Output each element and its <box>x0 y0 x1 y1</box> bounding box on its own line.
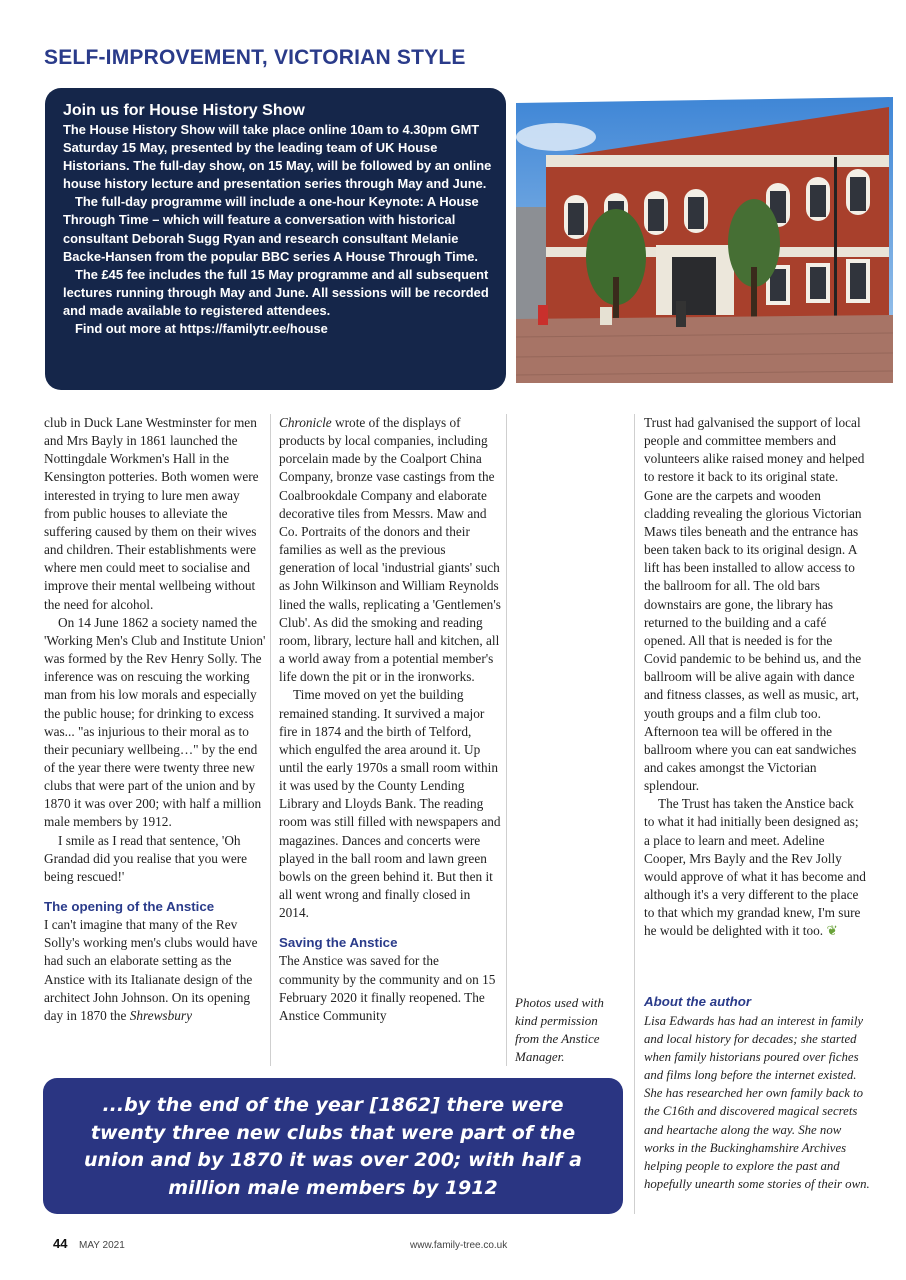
body-text: wrote of the displays of products by local companies, including porcelain made by the Coalport China Company, bronze vase castings from the Coalbrookdale Company and elaborate decorative tiles from Messrs. Maw and Co. Portraits of the donors and their families as well as the previous generation of local 'industrial giants' such as John Wilkinson and William Reynolds lined the walls, replicating a 'Gentlemen's Club'. As did the smoking and reading room, library, lecture hall and kitchen, all a world away from a potential member's life down the pit or in the ironworks. <box>279 415 501 685</box>
body-text: The Trust has taken the Anstice back to what it had initially been designed as; a place to learn and meet. Adeline Cooper, Mrs Bayly and the Rev Jolly would approve of what it has become and although it's a very different to the place to that which my grandad knew, I'm sure he would be delighted with it too. <box>644 796 866 939</box>
section-heading-opening: The opening of the Anstice <box>44 899 215 915</box>
article-column-1 <box>44 414 266 1025</box>
section-heading-saving: Saving the Anstice <box>279 935 398 951</box>
pull-quote: ...by the end of the year [1862] there were twenty three new clubs that were part of the union and by 1870 it was over 200; with half a million male members by 1912 <box>43 1078 623 1214</box>
body-paragraph: club in Duck Lane Westminster for men and Mrs Bayly in 1861 launched the Nottingdale Workmen's Hall in the Kensington potteries. Both women were interested in trying to lure men away from public houses to alleviate the suffering caused by them on their wives and children. Their establishments were where men could meet to socialise and improve their mental wellbeing without the need for alcohol. <box>44 415 259 612</box>
page-number: 44 <box>53 1236 68 1251</box>
body-paragraph: Trust had galvanised the support of local people and committee members and volunteers alike raised money and helped to restore it back to its original state. Gone are the carpets and wooden cladding revealing the glorious Victorian Maws tiles beneath and the entrance has been taken back to its original design. A lift has been installed to allow access to the ballroom for all. The old bars downstairs are gone, the library has returned to the building and a café opened. All that is needed is for the Covid pandemic to be behind us, and the ballroom will be alive again with dance and fitness classes, as well as music, art, youth groups and a film club too. Afternoon tea will be offered in the ballroom where you can eat sandwiches and cakes amongst the Victorian splendour. <box>644 415 865 794</box>
body-paragraph: The Anstice was saved for the community by the community and on 15 February 2020 it finally reopened. The Anstice Community <box>279 953 496 1023</box>
body-paragraph <box>279 414 501 686</box>
house-history-show-box <box>45 88 506 390</box>
article-column-3 <box>644 414 866 941</box>
publication-name: Shrewsbury <box>129 1007 192 1023</box>
publication-name: Chronicle <box>279 415 332 430</box>
promo-paragraph: The full-day programme will include a one-hour Keynote: A House Through Time – which will feature a conversation with historical consultant Deborah Sugg Ryan and research consultant Melanie Backe-Hansen from the popular BBC series A House Through Time. <box>63 194 479 264</box>
anstice-building-photo <box>516 97 893 383</box>
author-bio: Lisa Edwards has had an interest in family and local history for decades; she started when family historians poured over fiches and films long before the internet existed. She has researched her own family back to the C16th and discovered magical secrets and heartache along the way. She now works in the Buckinghamshire Archives helping people to explore the past and hopefully unearth some stories of their own. <box>644 1014 870 1191</box>
body-paragraph: Time moved on yet the building remained standing. It survived a major fire in 1874 and the birth of Telford, which engulfed the area around it. Up until the early 1970s a small room within it was used by the County Lending Library and Lloyds Bank. The reading room was still filled with newspapers and magazines. Dances and concerts were played in the ball room and lawn green bowls on the green behind it. But then it all went wrong and finally closed in 2014. <box>279 687 501 921</box>
photo-caption: Photos used with kind permission from the Anstice Manager. <box>515 995 604 1064</box>
column-divider <box>270 414 271 1066</box>
promo-paragraph: The £45 fee includes the full 15 May programme and all subsequent lectures running through May and June. All sessions will be recorded and made available to registered attendees. <box>63 266 489 318</box>
article-column-2 <box>279 414 501 1025</box>
body-paragraph <box>644 795 866 940</box>
page-title: SELF-IMPROVEMENT, VICTORIAN STYLE <box>44 46 466 69</box>
promo-heading: Join us for House History Show <box>63 102 305 119</box>
body-text: I can't imagine that many of the Rev Solly's working men's clubs would have had such an elaborate setting as the Anstice with its Italianate design of the architect John Johnson. On its opening day in 1870 the <box>44 917 258 1023</box>
leaf-end-icon: ❦ <box>826 923 838 939</box>
footer-url[interactable]: www.family-tree.co.uk <box>410 1240 508 1251</box>
author-heading: About the author <box>644 994 752 1009</box>
body-paragraph <box>44 916 266 1025</box>
body-paragraph: On 14 June 1862 a society named the 'Working Men's Club and Institute Union' was formed by the Rev Henry Solly. The inference was on rescuing the working man from his low morals and especially the public house; for drinking to excess was... "as injurious to their moral as to their pecuniary wellbeing…" by the end of the year there were twenty three new clubs that were part of the union and by 1870 it was over 200; with half a million male members by 1912. <box>44 614 266 830</box>
column-divider <box>506 414 507 1066</box>
body-paragraph: I smile as I read that sentence, 'Oh Grandad did you realise that you were being rescued!' <box>44 832 248 884</box>
about-the-author <box>644 992 874 1193</box>
column-divider <box>634 414 635 1214</box>
issue-date: MAY 2021 <box>79 1240 125 1251</box>
promo-paragraph: The House History Show will take place online 10am to 4.30pm GMT Saturday 15 May, presented by the leading team of UK House Historians. The full-day show, on 15 May, will be followed by an online house history lecture and presentation series through May and June. <box>63 122 492 192</box>
promo-link[interactable]: Find out more at https://familytr.ee/house <box>75 321 328 337</box>
